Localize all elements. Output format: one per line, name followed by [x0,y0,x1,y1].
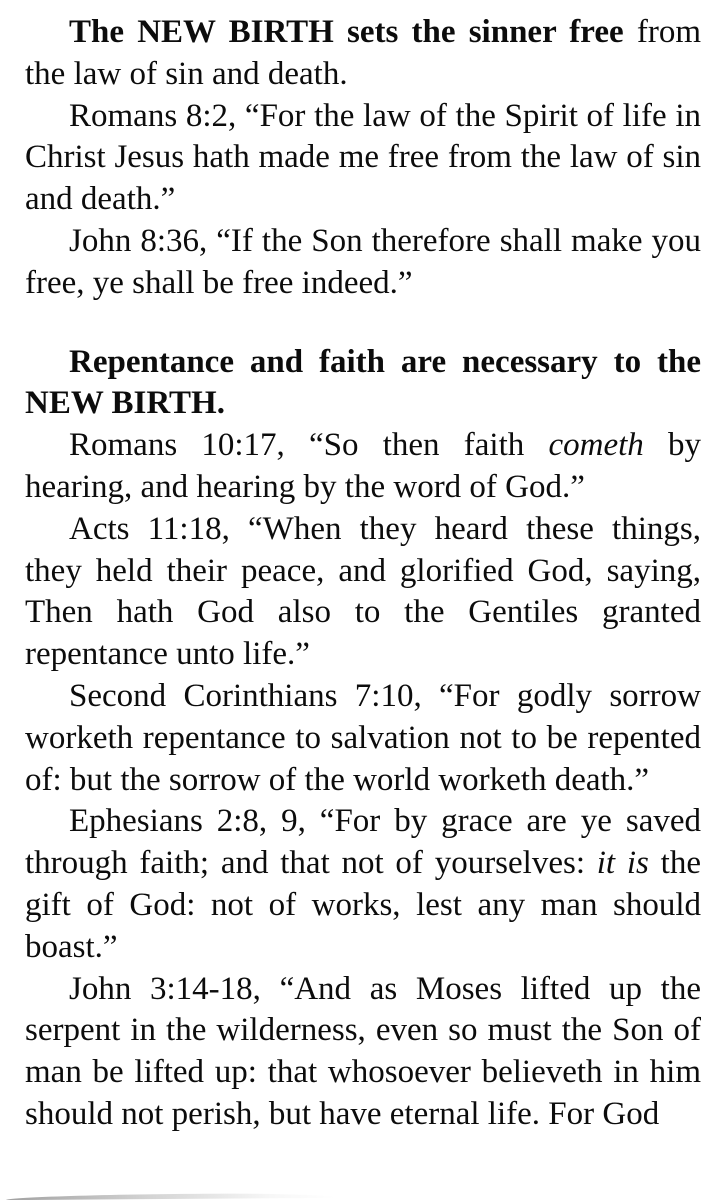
text-segment: The NEW BIRTH sets the sinner free [69,14,624,50]
paragraph [25,12,701,96]
page-content [25,12,701,1136]
text-segment: Romans 10:17, “So then faith [69,427,549,464]
paragraph [25,221,701,305]
text-segment: cometh [548,427,644,464]
text-segment: by hearing, and hearing by the word of God.” [25,427,701,505]
text-segment: Romans 8:2, “For the law of the Spirit of life in Christ Jesus hath made me free from the law of sin and death.” [25,97,701,218]
paragraph [25,96,701,221]
text-segment: Second Corinthians 7:10, “For godly sorrow worketh repentance to salvation not to be repented of: but the sorrow of the world worketh death.” [25,677,701,798]
text-segment: Repentance and faith are necessary to the NEW BIRTH. [25,343,701,422]
text-segment: it is [596,845,649,882]
paragraph [25,342,701,426]
paragraph [25,425,701,509]
text-segment: the gift of God: not of works, lest any man should boast.” [25,845,701,965]
text-segment: Acts 11:18, “When they heard these things, they held their peace, and glorified God, saying, Then hath God also to the Gentiles granted repentance unto life.” [25,510,701,673]
paragraph [25,509,701,676]
paragraph [25,676,701,801]
scan-edge-smudge [6,1193,336,1200]
paragraph [25,969,701,1136]
paragraph [25,801,701,968]
text-segment: from the law of sin and death. [25,14,701,92]
text-segment: John 8:36, “If the Son therefore shall make you free, ye shall be free indeed.” [25,222,701,301]
text-segment: Ephesians 2:8, 9, “For by grace are ye saved through faith; and that not of yourselves: [25,803,701,882]
text-segment: John 3:14-18, “And as Moses lifted up the serpent in the wilderness, even so must the Son of man be lifted up: that whosoever believeth in him should not perish, but have eternal life. For God [25,970,701,1132]
